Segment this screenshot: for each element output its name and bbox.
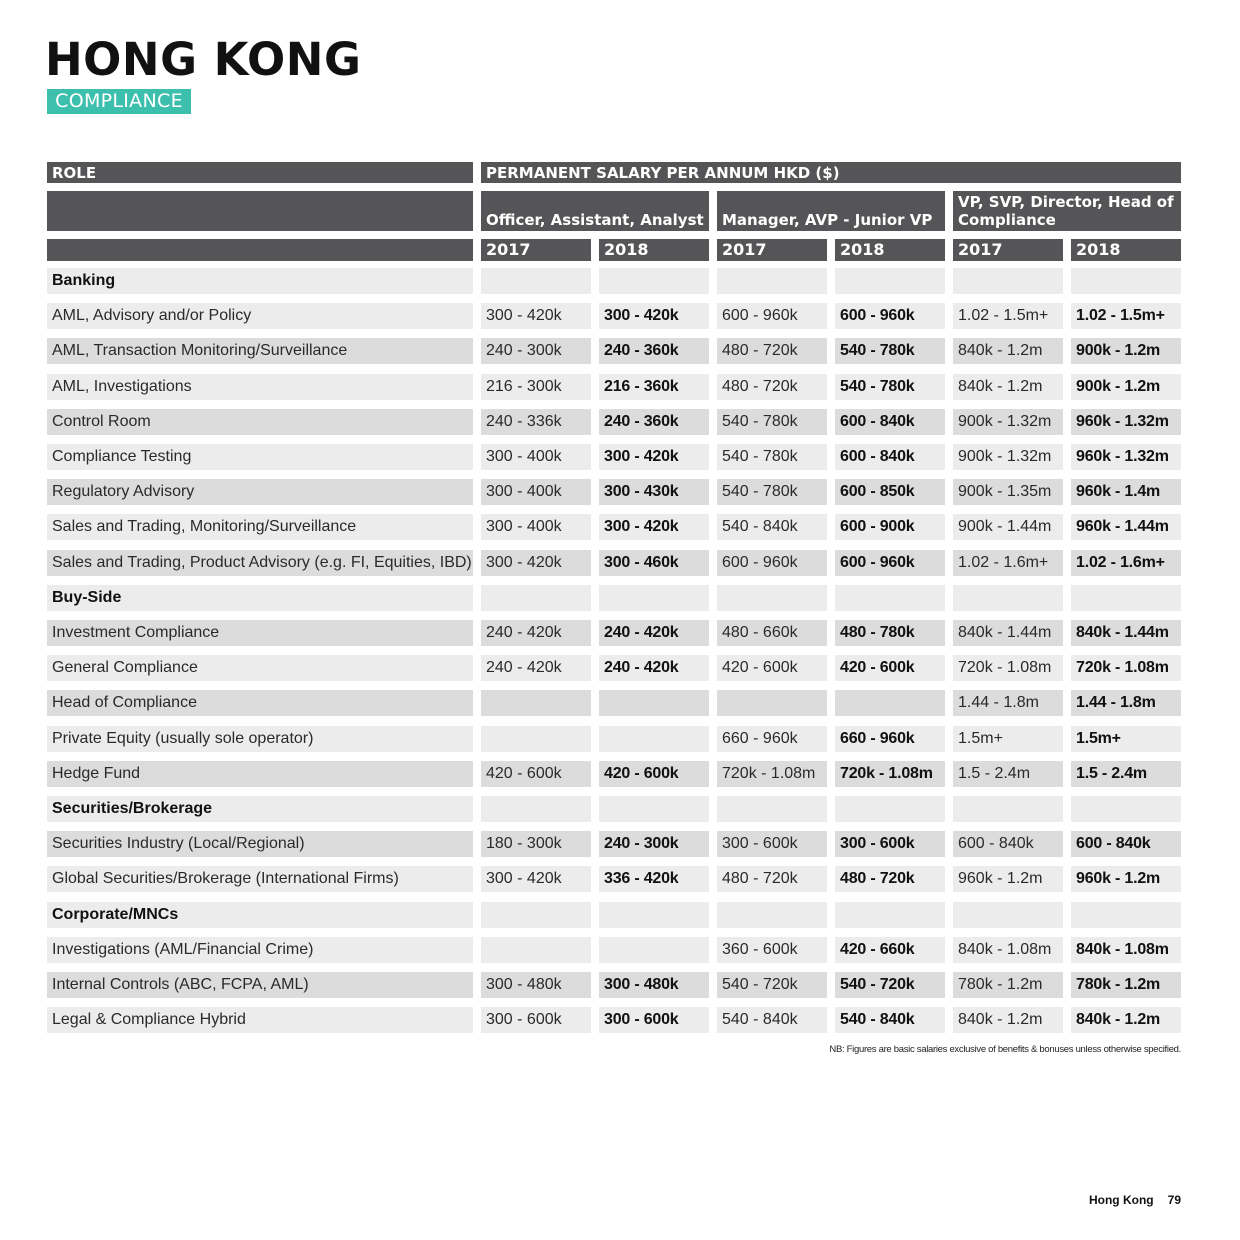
section-heading: Buy-Side bbox=[47, 585, 473, 611]
salary-cell: 240 - 420k bbox=[599, 620, 709, 646]
salary-cell: 840k - 1.44m bbox=[1071, 620, 1181, 646]
salary-cell bbox=[1071, 796, 1181, 822]
salary-cell: 240 - 420k bbox=[481, 620, 591, 646]
salary-cell: 300 - 420k bbox=[481, 550, 591, 576]
salary-cell: 960k - 1.2m bbox=[1071, 866, 1181, 892]
salary-cell: 480 - 720k bbox=[717, 338, 827, 364]
salary-cell bbox=[599, 796, 709, 822]
salary-cell: 300 - 430k bbox=[599, 479, 709, 505]
salary-cell: 600 - 900k bbox=[835, 514, 945, 540]
salary-cell: 600 - 850k bbox=[835, 479, 945, 505]
salary-cell bbox=[599, 690, 709, 716]
salary-cell: 840k - 1.2m bbox=[953, 374, 1063, 400]
role-header-spacer bbox=[47, 191, 473, 231]
salary-cell: 960k - 1.2m bbox=[953, 866, 1063, 892]
salary-cell: 600 - 840k bbox=[1071, 831, 1181, 857]
role-name: Securities Industry (Local/Regional) bbox=[47, 831, 473, 857]
salary-cell: 420 - 600k bbox=[599, 761, 709, 787]
salary-cell: 780k - 1.2m bbox=[953, 972, 1063, 998]
salary-cell bbox=[599, 585, 709, 611]
salary-cell bbox=[717, 796, 827, 822]
salary-cell bbox=[717, 268, 827, 294]
salary-cell bbox=[953, 902, 1063, 928]
role-name: Sales and Trading, Product Advisory (e.g. FI, Equities, IBD) bbox=[47, 550, 473, 576]
role-name: Regulatory Advisory bbox=[47, 479, 473, 505]
salary-cell: 600 - 840k bbox=[835, 444, 945, 470]
salary-cell bbox=[481, 268, 591, 294]
salary-cell: 216 - 300k bbox=[481, 374, 591, 400]
section-heading: Securities/Brokerage bbox=[47, 796, 473, 822]
salary-cell: 300 - 480k bbox=[599, 972, 709, 998]
salary-cell: 720k - 1.08m bbox=[835, 761, 945, 787]
salary-cell: 360 - 600k bbox=[717, 937, 827, 963]
salary-cell: 300 - 400k bbox=[481, 514, 591, 540]
footnote: NB: Figures are basic salaries exclusive of benefits & bonuses unless otherwise specified. bbox=[829, 1044, 1181, 1055]
section-badge: COMPLIANCE bbox=[47, 89, 191, 114]
salary-cell: 336 - 420k bbox=[599, 866, 709, 892]
salary-cell: 840k - 1.2m bbox=[1071, 1007, 1181, 1033]
salary-cell: 600 - 840k bbox=[953, 831, 1063, 857]
salary-cell: 420 - 600k bbox=[835, 655, 945, 681]
salary-cell: 300 - 400k bbox=[481, 444, 591, 470]
role-name: Hedge Fund bbox=[47, 761, 473, 787]
salary-cell bbox=[717, 690, 827, 716]
salary-cell: 1.02 - 1.6m+ bbox=[1071, 550, 1181, 576]
salary-cell: 300 - 480k bbox=[481, 972, 591, 998]
salary-cell: 900k - 1.32m bbox=[953, 409, 1063, 435]
salary-cell: 300 - 400k bbox=[481, 479, 591, 505]
salary-cell: 480 - 720k bbox=[717, 866, 827, 892]
salary-cell: 780k - 1.2m bbox=[1071, 972, 1181, 998]
salary-cell bbox=[717, 585, 827, 611]
salary-cell: 300 - 460k bbox=[599, 550, 709, 576]
role-name: Control Room bbox=[47, 409, 473, 435]
salary-cell: 540 - 720k bbox=[835, 972, 945, 998]
salary-cell: 600 - 960k bbox=[835, 303, 945, 329]
salary-cell: 900k - 1.32m bbox=[953, 444, 1063, 470]
salary-cell: 900k - 1.44m bbox=[953, 514, 1063, 540]
page-footer bbox=[1089, 1193, 1181, 1207]
role-name: AML, Advisory and/or Policy bbox=[47, 303, 473, 329]
salary-cell: 300 - 600k bbox=[835, 831, 945, 857]
salary-cell: 540 - 780k bbox=[835, 338, 945, 364]
role-name: Legal & Compliance Hybrid bbox=[47, 1007, 473, 1033]
salary-cell: 300 - 420k bbox=[599, 444, 709, 470]
salary-cell: 720k - 1.08m bbox=[1071, 655, 1181, 681]
salary-cell: 540 - 780k bbox=[717, 409, 827, 435]
salary-cell: 960k - 1.4m bbox=[1071, 479, 1181, 505]
salary-cell: 960k - 1.32m bbox=[1071, 444, 1181, 470]
year-header: 2018 bbox=[835, 239, 945, 261]
role-name: Private Equity (usually sole operator) bbox=[47, 726, 473, 752]
salary-cell: 300 - 600k bbox=[717, 831, 827, 857]
footer-section: Hong Kong bbox=[1088, 1193, 1154, 1207]
role-name: Investment Compliance bbox=[47, 620, 473, 646]
salary-cell bbox=[481, 585, 591, 611]
salary-cell bbox=[953, 796, 1063, 822]
salary-cell: 600 - 960k bbox=[835, 550, 945, 576]
salary-cell: 240 - 360k bbox=[599, 409, 709, 435]
salary-cell: 600 - 840k bbox=[835, 409, 945, 435]
salary-cell bbox=[481, 902, 591, 928]
salary-cell: 1.5 - 2.4m bbox=[1071, 761, 1181, 787]
salary-cell bbox=[835, 690, 945, 716]
salary-cell: 540 - 780k bbox=[717, 479, 827, 505]
salary-cell: 1.5m+ bbox=[1071, 726, 1181, 752]
salary-cell: 720k - 1.08m bbox=[953, 655, 1063, 681]
role-name: Internal Controls (ABC, FCPA, AML) bbox=[47, 972, 473, 998]
salary-cell: 480 - 720k bbox=[717, 374, 827, 400]
salary-cell: 900k - 1.2m bbox=[1071, 338, 1181, 364]
salary-cell: 480 - 720k bbox=[835, 866, 945, 892]
salary-cell: 900k - 1.35m bbox=[953, 479, 1063, 505]
salary-cell: 960k - 1.44m bbox=[1071, 514, 1181, 540]
salary-cell: 420 - 600k bbox=[481, 761, 591, 787]
salary-cell: 720k - 1.08m bbox=[717, 761, 827, 787]
salary-cell: 840k - 1.08m bbox=[953, 937, 1063, 963]
role-name: General Compliance bbox=[47, 655, 473, 681]
role-name: AML, Investigations bbox=[47, 374, 473, 400]
role-name: Head of Compliance bbox=[47, 690, 473, 716]
salary-cell: 1.5 - 2.4m bbox=[953, 761, 1063, 787]
page-number: 79 bbox=[1167, 1193, 1181, 1207]
salary-cell: 960k - 1.32m bbox=[1071, 409, 1181, 435]
salary-cell bbox=[953, 585, 1063, 611]
role-name: Compliance Testing bbox=[47, 444, 473, 470]
salary-cell: 240 - 360k bbox=[599, 338, 709, 364]
salary-cell: 540 - 840k bbox=[717, 514, 827, 540]
salary-cell: 300 - 420k bbox=[481, 303, 591, 329]
salary-cell: 1.02 - 1.5m+ bbox=[1071, 303, 1181, 329]
year-header: 2018 bbox=[1071, 239, 1181, 261]
salary-cell: 300 - 420k bbox=[481, 866, 591, 892]
salary-cell: 420 - 660k bbox=[835, 937, 945, 963]
salary-cell: 600 - 960k bbox=[717, 303, 827, 329]
salary-cell bbox=[599, 268, 709, 294]
salary-cell: 240 - 300k bbox=[599, 831, 709, 857]
salary-cell: 300 - 420k bbox=[599, 303, 709, 329]
salary-cell bbox=[599, 902, 709, 928]
salary-cell: 540 - 780k bbox=[717, 444, 827, 470]
salary-cell bbox=[717, 902, 827, 928]
salary-cell: 840k - 1.44m bbox=[953, 620, 1063, 646]
salary-cell bbox=[1071, 585, 1181, 611]
salary-cell: 840k - 1.2m bbox=[953, 1007, 1063, 1033]
salary-cell: 660 - 960k bbox=[835, 726, 945, 752]
salary-cell: 1.5m+ bbox=[953, 726, 1063, 752]
salary-cell bbox=[599, 937, 709, 963]
salary-cell: 180 - 300k bbox=[481, 831, 591, 857]
salary-cell bbox=[481, 726, 591, 752]
salary-cell: 1.02 - 1.5m+ bbox=[953, 303, 1063, 329]
salary-cell bbox=[481, 690, 591, 716]
salary-cell: 300 - 420k bbox=[599, 514, 709, 540]
salary-cell bbox=[599, 726, 709, 752]
salary-cell: 660 - 960k bbox=[717, 726, 827, 752]
salary-cell: 1.44 - 1.8m bbox=[953, 690, 1063, 716]
salary-cell: 1.44 - 1.8m bbox=[1071, 690, 1181, 716]
salary-cell: 300 - 600k bbox=[481, 1007, 591, 1033]
salary-cell bbox=[481, 796, 591, 822]
salary-cell: 540 - 840k bbox=[835, 1007, 945, 1033]
section-heading: Banking bbox=[47, 268, 473, 294]
salary-cell bbox=[835, 268, 945, 294]
salary-cell bbox=[835, 585, 945, 611]
group-header: Officer, Assistant, Analyst bbox=[481, 191, 709, 231]
salary-cell: 600 - 960k bbox=[717, 550, 827, 576]
salary-cell: 240 - 420k bbox=[599, 655, 709, 681]
salary-cell: 840k - 1.08m bbox=[1071, 937, 1181, 963]
salary-cell: 216 - 360k bbox=[599, 374, 709, 400]
salary-cell: 540 - 780k bbox=[835, 374, 945, 400]
salary-cell: 480 - 780k bbox=[835, 620, 945, 646]
page-title: HONG KONG bbox=[45, 33, 362, 86]
salary-cell: 240 - 300k bbox=[481, 338, 591, 364]
salary-cell: 300 - 600k bbox=[599, 1007, 709, 1033]
role-name: Sales and Trading, Monitoring/Surveillance bbox=[47, 514, 473, 540]
salary-cell: 240 - 336k bbox=[481, 409, 591, 435]
year-header: 2017 bbox=[717, 239, 827, 261]
year-header-spacer bbox=[47, 239, 473, 261]
salary-cell: 540 - 720k bbox=[717, 972, 827, 998]
salary-cell bbox=[1071, 902, 1181, 928]
salary-header: PERMANENT SALARY PER ANNUM HKD ($) bbox=[481, 162, 1181, 183]
role-name: Investigations (AML/Financial Crime) bbox=[47, 937, 473, 963]
salary-cell bbox=[835, 796, 945, 822]
salary-cell bbox=[953, 268, 1063, 294]
salary-cell: 540 - 840k bbox=[717, 1007, 827, 1033]
role-name: AML, Transaction Monitoring/Surveillance bbox=[47, 338, 473, 364]
group-header: VP, SVP, Director, Head of Compliance bbox=[953, 191, 1181, 231]
group-header: Manager, AVP - Junior VP bbox=[717, 191, 945, 231]
salary-cell: 900k - 1.2m bbox=[1071, 374, 1181, 400]
salary-cell: 840k - 1.2m bbox=[953, 338, 1063, 364]
salary-cell: 1.02 - 1.6m+ bbox=[953, 550, 1063, 576]
salary-cell bbox=[1071, 268, 1181, 294]
role-name: Global Securities/Brokerage (International Firms) bbox=[47, 866, 473, 892]
year-header: 2018 bbox=[599, 239, 709, 261]
salary-cell bbox=[481, 937, 591, 963]
year-header: 2017 bbox=[481, 239, 591, 261]
salary-cell: 240 - 420k bbox=[481, 655, 591, 681]
salary-cell: 480 - 660k bbox=[717, 620, 827, 646]
section-heading: Corporate/MNCs bbox=[47, 902, 473, 928]
salary-cell: 420 - 600k bbox=[717, 655, 827, 681]
salary-cell bbox=[835, 902, 945, 928]
role-header: ROLE bbox=[47, 162, 473, 183]
year-header: 2017 bbox=[953, 239, 1063, 261]
